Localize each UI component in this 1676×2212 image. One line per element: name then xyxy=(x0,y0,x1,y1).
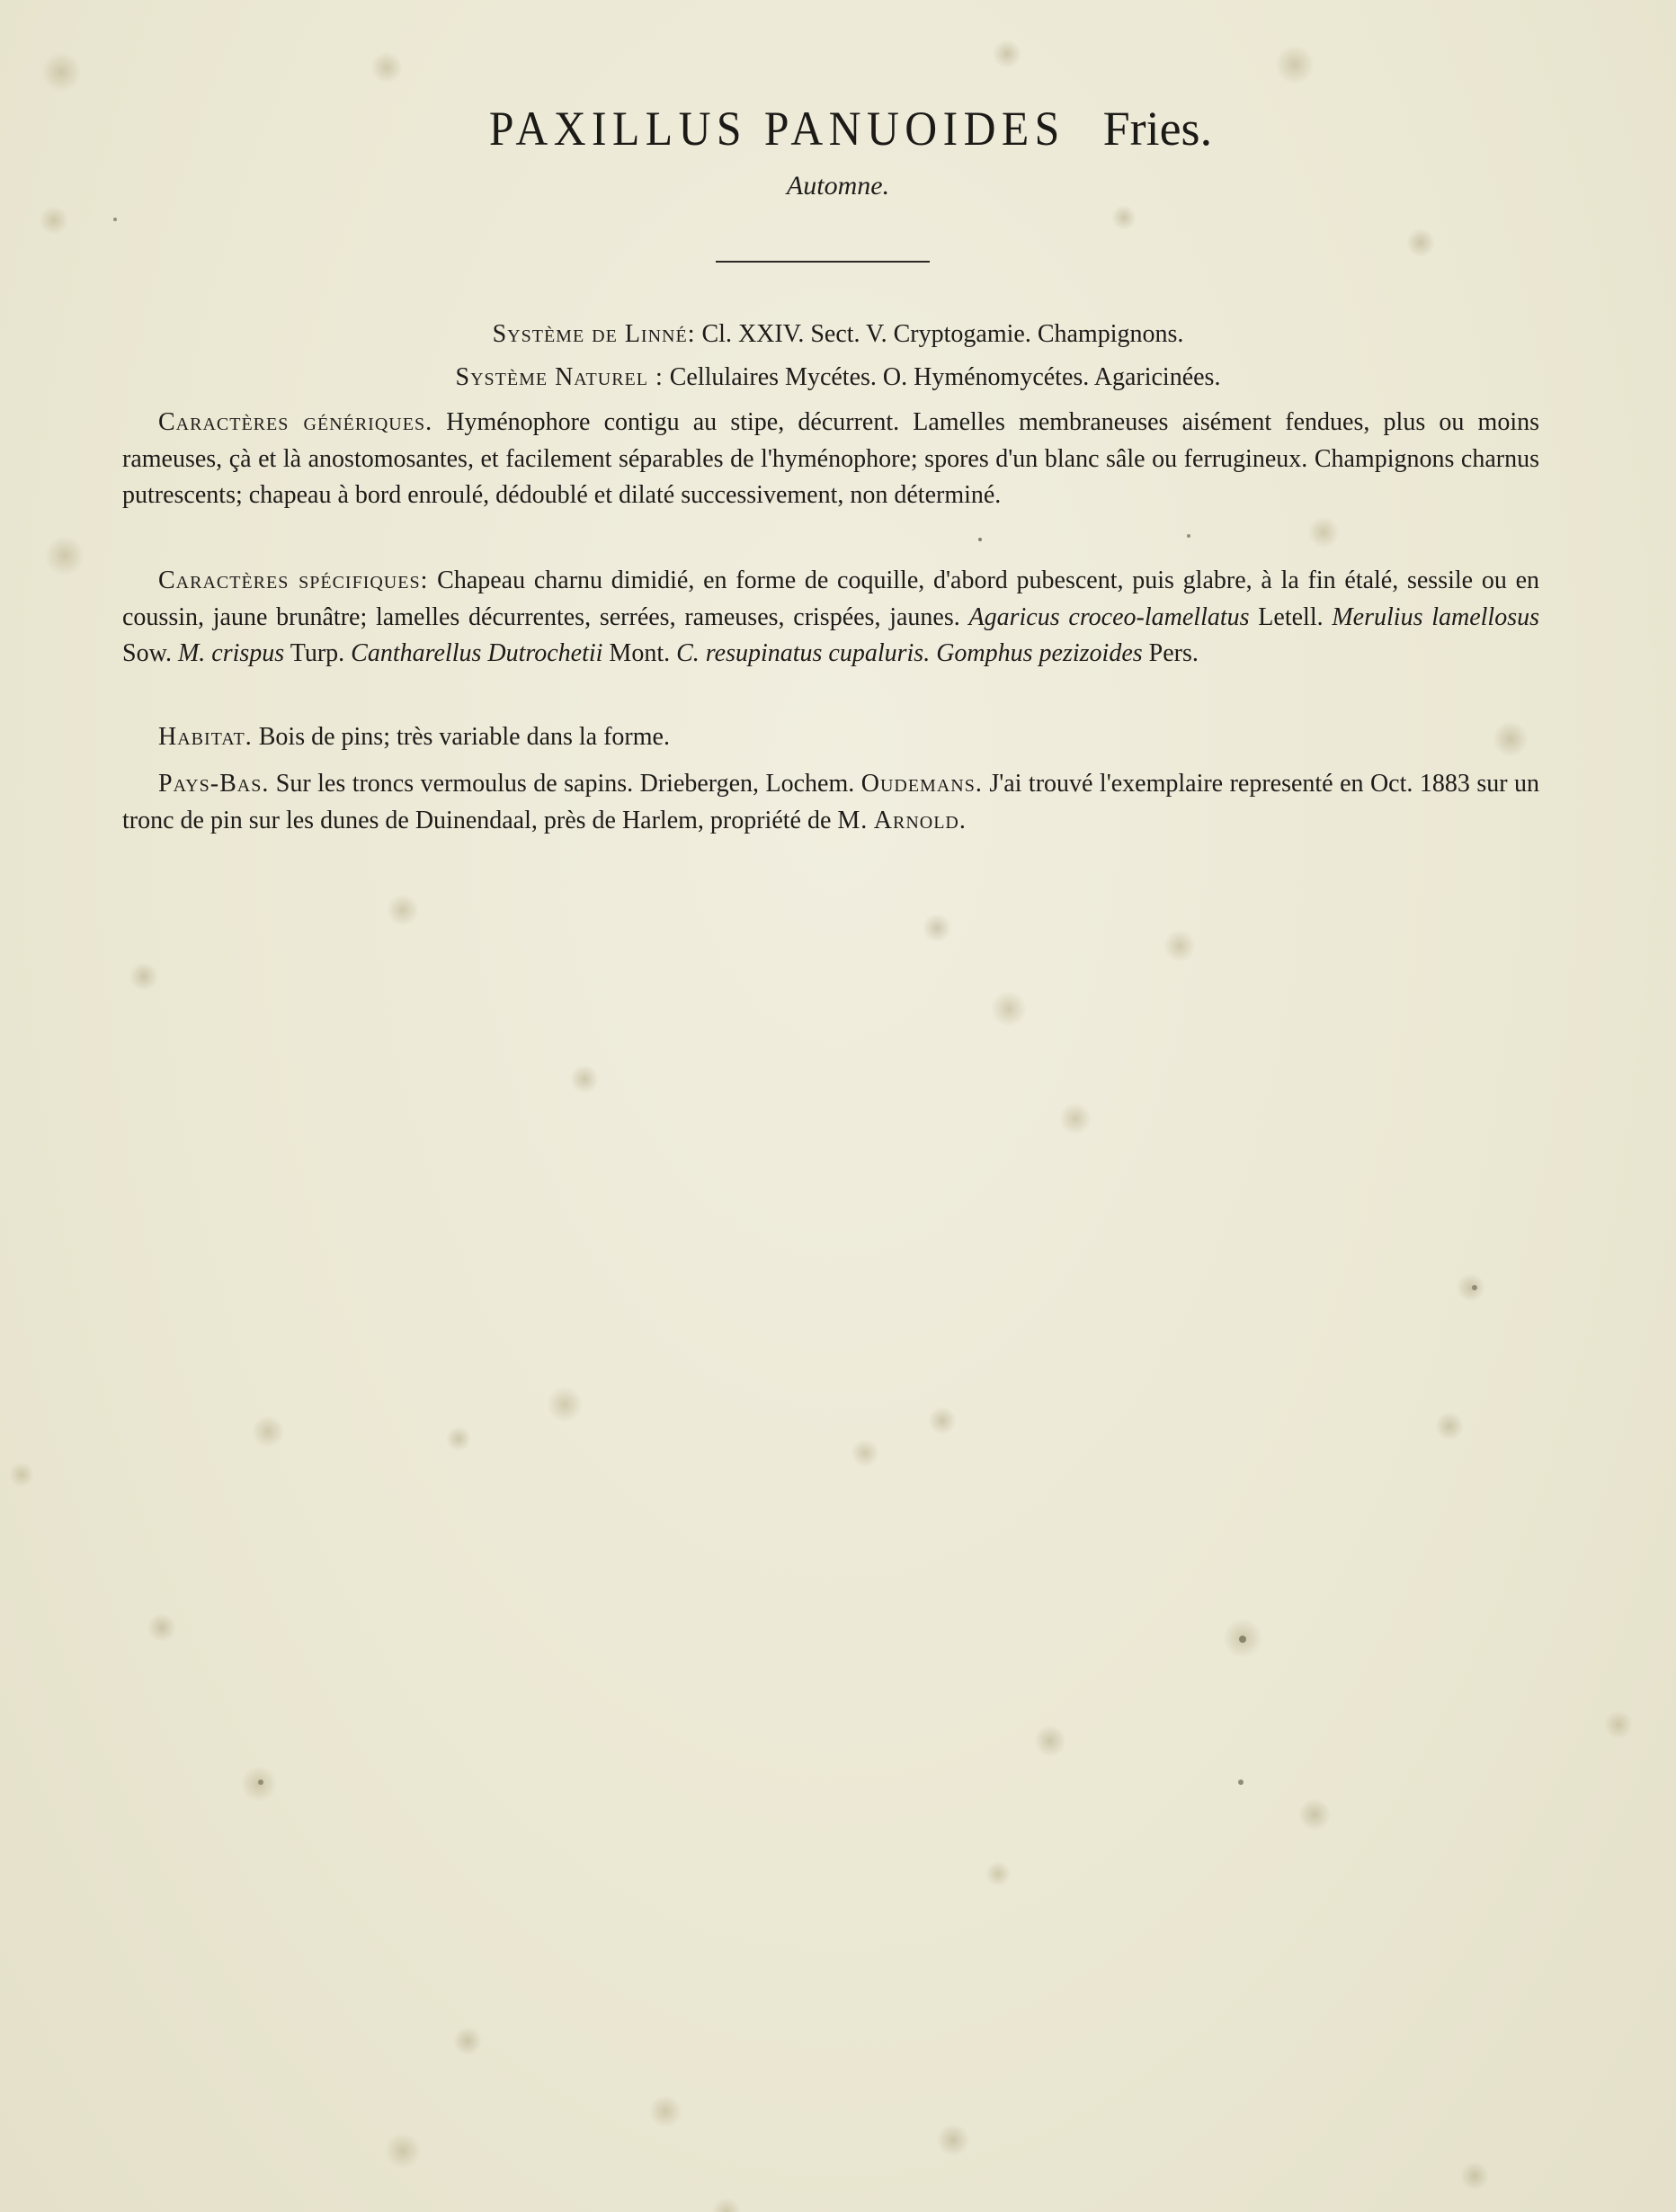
synonym-4-author: Mont. xyxy=(609,639,671,667)
title-species-name: PAXILLUS PANUOIDES xyxy=(488,102,1065,156)
synonym-1-author: Letell. xyxy=(1258,602,1324,631)
synonym-4: Cantharellus Dutrochetii xyxy=(351,639,603,667)
synonym-3-author: Turp. xyxy=(290,639,345,667)
page-title xyxy=(0,101,1676,156)
linne-label: Système de Linné: xyxy=(492,320,696,348)
synonym-1: Agaricus croceo-lamellatus xyxy=(968,602,1250,631)
habitat-label: Habitat. xyxy=(158,723,253,751)
linne-classification xyxy=(0,317,1676,352)
habitat-paragraph xyxy=(122,719,1539,756)
generic-text: Hyménophore contigu au stipe, décurrent. Lamelles membraneuses aisément fendues, plus ou moins rameuses, çà et là anostomosantes, et facilement séparables de l'hyménophore; spores d'un blanc sâle ou ferrugineux. Champignons charnus putrescents; chapeau à bord enroulé, dédoublé et dilaté successivement, non déterminé. xyxy=(122,408,1540,509)
habitat-text: Bois de pins; très variable dans la forme. xyxy=(258,723,670,751)
synonym-3: M. crispus xyxy=(177,639,285,667)
netherlands-owner: M. Arnold. xyxy=(837,806,967,834)
season-subtitle: Automne. xyxy=(786,171,890,201)
netherlands-text-1: Sur les troncs vermoulus de sapins. Driebergen, Lochem. xyxy=(275,770,855,798)
linne-text: Cl. XXIV. Sect. V. Cryptogamie. Champignons. xyxy=(701,320,1184,348)
synonym-5-author: Pers. xyxy=(1148,639,1199,667)
title-author: Fries. xyxy=(1102,102,1213,156)
netherlands-text-2: J'ai trouvé l'exemplaire representé en Oct. 1883 sur un tronc de pin sur les dunes de Duinendaal, près de Harlem, propriété de xyxy=(122,770,1540,834)
naturel-label: Système Naturel : xyxy=(455,363,664,391)
naturel-classification xyxy=(0,360,1676,396)
synonym-2-author: Sow. xyxy=(122,639,172,667)
specific-label: Caractères spécifiques: xyxy=(158,566,429,594)
naturel-text: Cellulaires Mycétes. O. Hyménomycétes. Agaricinées. xyxy=(669,363,1221,391)
specific-text: Chapeau charnu dimidié, en forme de coquille, d'abord pubescent, puis glabre, à la fin étalé, sessile ou en coussin, jaune brunâtre; lamelles décurrentes, serrées, rameuses, crispées, jaunes. xyxy=(122,566,1540,631)
netherlands-label: Pays-Bas. xyxy=(158,770,270,798)
synonym-5: C. resupinatus cupaluris. Gomphus pezizoides xyxy=(676,639,1143,667)
specific-characters-paragraph xyxy=(122,563,1539,673)
generic-label: Caractères génériques. xyxy=(158,408,433,436)
netherlands-paragraph xyxy=(122,766,1539,839)
title-divider xyxy=(716,261,930,263)
netherlands-collector-1: Oudemans. xyxy=(860,770,983,798)
generic-characters-paragraph xyxy=(122,405,1539,514)
synonym-2: Merulius lamellosus xyxy=(1332,602,1540,631)
